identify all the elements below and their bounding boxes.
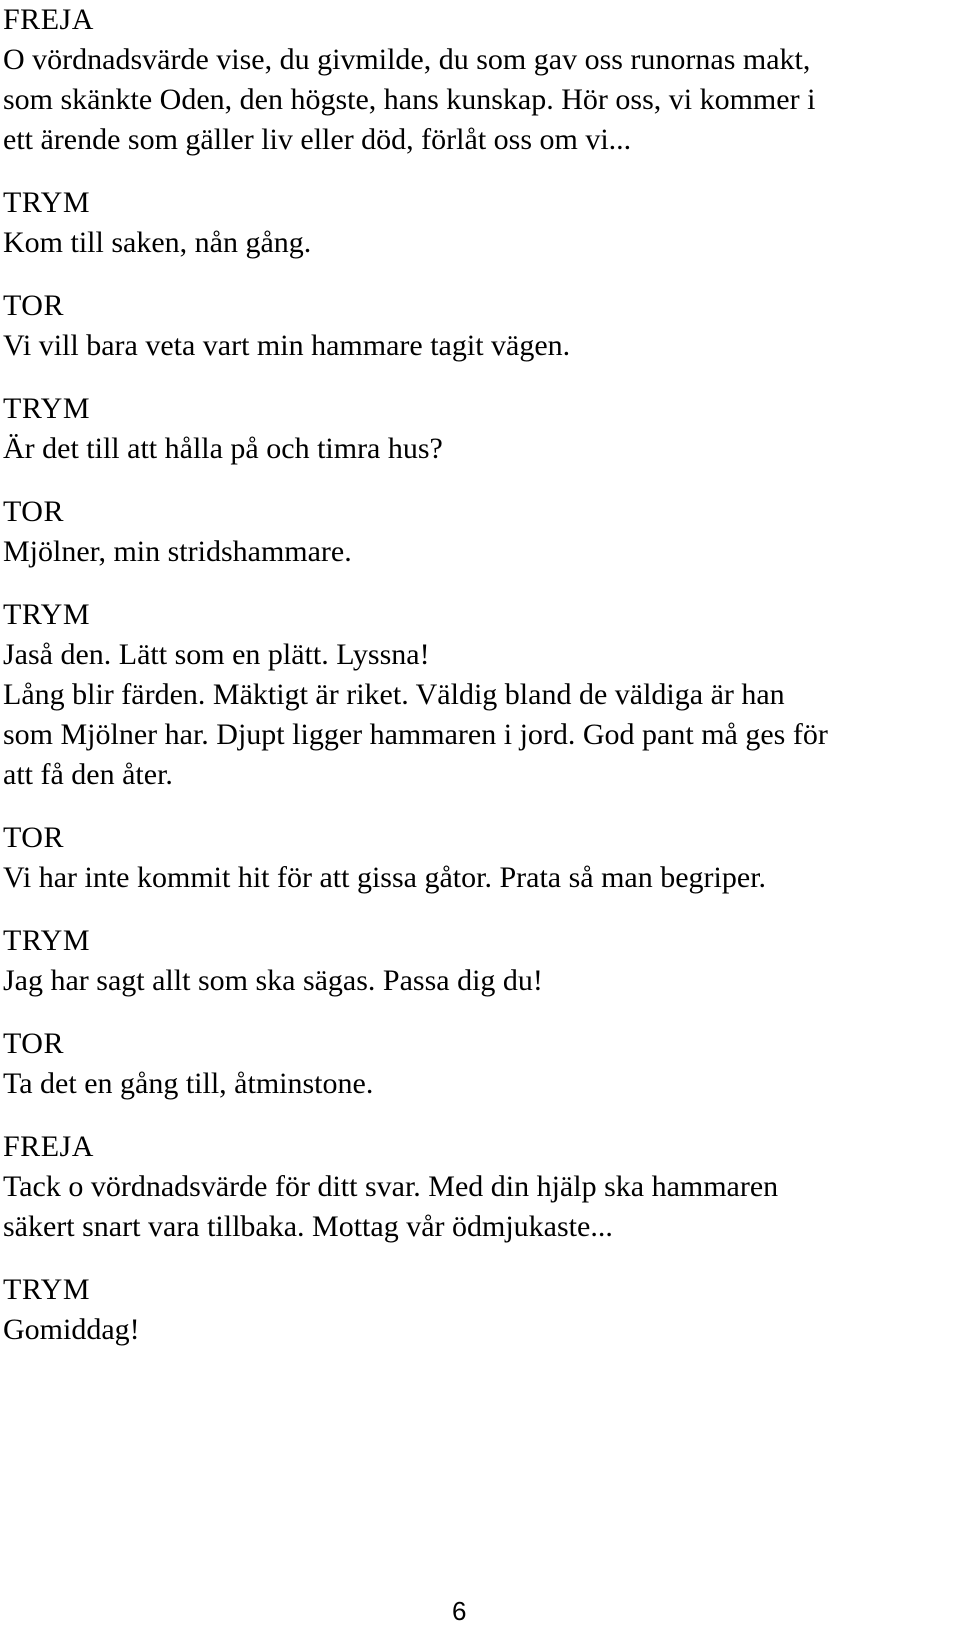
speaker-name: FREJA <box>3 1130 94 1163</box>
dialogue-block <box>3 921 943 1001</box>
dialogue-line: att få den åter. <box>3 758 173 791</box>
dialogue-block <box>3 492 943 572</box>
dialogue-line: Lång blir färden. Mäktigt är riket. Väldig bland de väldiga är han <box>3 678 785 711</box>
speaker-name: TRYM <box>3 924 91 957</box>
dialogue-block <box>3 286 943 366</box>
dialogue-block <box>3 1270 943 1350</box>
speaker-name: TRYM <box>3 186 91 219</box>
dialogue-block <box>3 1127 943 1247</box>
script-page <box>3 0 943 1350</box>
speaker-name: TRYM <box>3 1273 91 1306</box>
dialogue-line: ett ärende som gäller liv eller död, förlåt oss om vi... <box>3 123 632 156</box>
block-spacer <box>3 572 943 595</box>
dialogue-line: Tack o vördnadsvärde för ditt svar. Med din hjälp ska hammaren <box>3 1170 779 1203</box>
dialogue-line: Vi har inte kommit hit för att gissa gåtor. Prata så man begriper. <box>3 861 767 894</box>
dialogue-line: Jag har sagt allt som ska sägas. Passa dig du! <box>3 964 543 997</box>
speaker-name: TOR <box>3 495 64 528</box>
speaker-name: TRYM <box>3 392 91 425</box>
dialogue-block <box>3 595 943 795</box>
dialogue-line: säkert snart vara tillbaka. Mottag vår ödmjukaste... <box>3 1210 613 1243</box>
block-spacer <box>3 366 943 389</box>
dialogue-line: Vi vill bara veta vart min hammare tagit vägen. <box>3 329 571 362</box>
dialogue-block <box>3 0 943 160</box>
block-spacer <box>3 469 943 492</box>
block-spacer <box>3 1001 943 1024</box>
block-spacer <box>3 795 943 818</box>
dialogue-line: Är det till att hålla på och timra hus? <box>3 432 443 465</box>
page-number: 6 <box>452 1596 467 1626</box>
dialogue-line: Mjölner, min stridshammare. <box>3 535 352 568</box>
block-spacer <box>3 1247 943 1270</box>
speaker-name: TOR <box>3 289 64 322</box>
dialogue-line: Kom till saken, nån gång. <box>3 226 312 259</box>
block-spacer <box>3 263 943 286</box>
dialogue-line: Gomiddag! <box>3 1313 140 1346</box>
speaker-name: TRYM <box>3 598 91 631</box>
speaker-name: TOR <box>3 821 64 854</box>
dialogue-line: som skänkte Oden, den högste, hans kunskap. Hör oss, vi kommer i <box>3 83 816 116</box>
dialogue-line: Ta det en gång till, åtminstone. <box>3 1067 374 1100</box>
block-spacer <box>3 160 943 183</box>
block-spacer <box>3 1104 943 1127</box>
dialogue-line: som Mjölner har. Djupt ligger hammaren i jord. God pant må ges för <box>3 718 828 751</box>
dialogue-block <box>3 1024 943 1104</box>
dialogue-block <box>3 389 943 469</box>
dialogue-block <box>3 183 943 263</box>
dialogue-line: O vördnadsvärde vise, du givmilde, du som gav oss runornas makt, <box>3 43 811 76</box>
speaker-name: TOR <box>3 1027 64 1060</box>
block-spacer <box>3 898 943 921</box>
dialogue-block <box>3 818 943 898</box>
speaker-name: FREJA <box>3 3 94 36</box>
dialogue-line: Jaså den. Lätt som en plätt. Lyssna! <box>3 638 430 671</box>
